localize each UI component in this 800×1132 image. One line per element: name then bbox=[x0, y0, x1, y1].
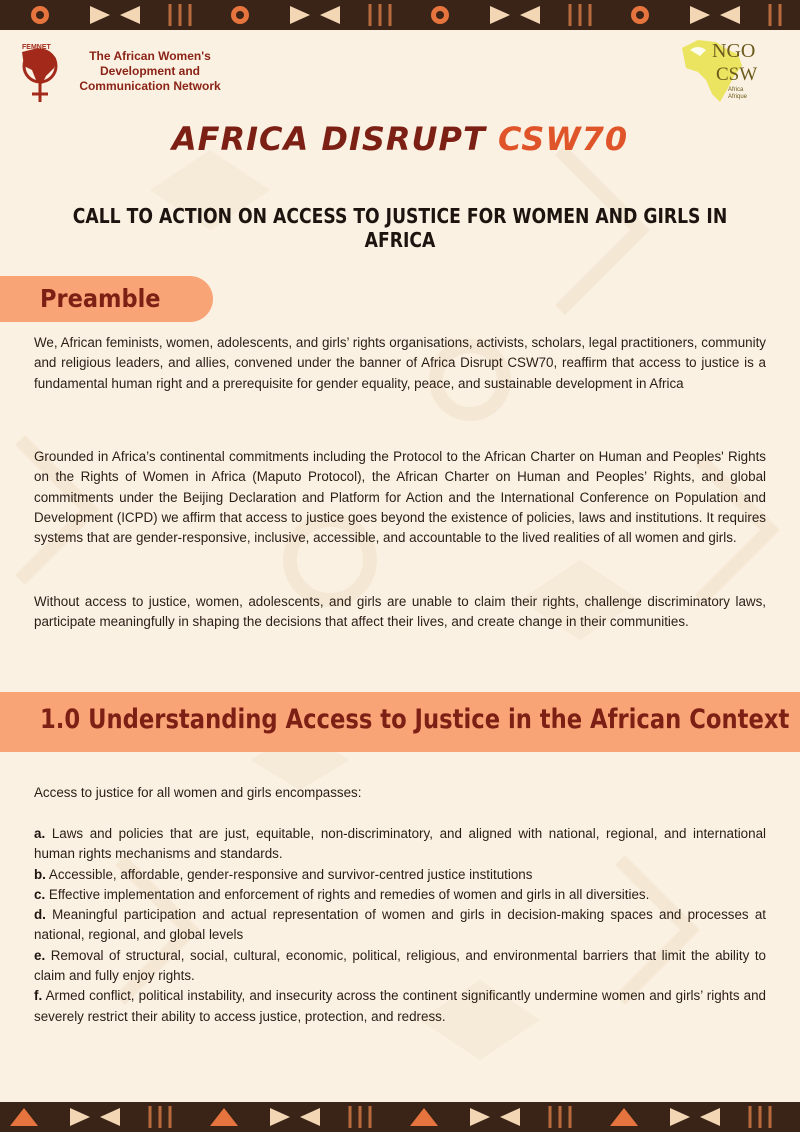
ngo-csw-africa-logo bbox=[676, 36, 768, 106]
access-to-justice-list bbox=[34, 824, 766, 1027]
partner-logo-sub1: Africa bbox=[728, 87, 744, 93]
preamble-paragraph-2: Grounded in Africa’s continental commitments including the Protocol to the African Charter on Human and Peoples' Rights on the Rights of Women in Africa (Maputo Protocol), the African Charter on Human and Peoples’ Rights, and global commitments under the Beijing Declaration and Platform for Action and the International Conference on Population and Development (ICPD) we affirm that access to justice goes beyond the existence of policies, laws and institutions. It requires systems that are gender-responsive, inclusive, accessible, and accountable to the lived realities of all women and girls. bbox=[34, 449, 766, 546]
campaign-title-part1: AFRICA DISRUPT bbox=[171, 120, 498, 158]
campaign-title-part2: CSW70 bbox=[497, 120, 629, 158]
partner-logo-ngo: NGO bbox=[712, 40, 756, 62]
preamble-paragraph-3: Without access to justice, women, adolescents, and girls are unable to claim their rights, challenge discriminatory laws, participate meaningfully in shaping the decisions that affect their lives, and create change in their communities. bbox=[34, 594, 766, 630]
list-item-letter: f. bbox=[34, 988, 43, 1004]
list-item-letter: b. bbox=[34, 866, 46, 882]
list-item bbox=[34, 865, 766, 885]
femnet-africa-venus-icon bbox=[12, 40, 66, 106]
list-item bbox=[34, 885, 766, 905]
list-item-letter: c. bbox=[34, 886, 46, 902]
list-item bbox=[34, 946, 766, 987]
campaign-title bbox=[0, 120, 800, 158]
list-item-letter: d. bbox=[34, 907, 46, 923]
org-name bbox=[70, 49, 230, 94]
svg-text:FEMNET: FEMNET bbox=[22, 44, 51, 51]
list-item-text: Laws and policies that are just, equitable, non-discriminatory, and aligned with national, regional, and international human rights mechanisms and standards. bbox=[34, 826, 766, 862]
org-name-line3: Communication Network bbox=[79, 79, 221, 93]
partner-logo-csw: CSW bbox=[716, 64, 758, 85]
femnet-logo bbox=[12, 40, 222, 106]
partner-logo-sub2: Afrique bbox=[728, 94, 748, 100]
list-item-text: Effective implementation and enforcement of rights and remedies of women and girls in all diversities. bbox=[48, 886, 650, 902]
list-item-text: Meaningful participation and actual representation of women and girls in decision-making spaces and processes at national, regional, and global levels bbox=[34, 907, 766, 943]
org-name-line1: The African Women's bbox=[89, 49, 211, 63]
list-item bbox=[34, 824, 766, 865]
top-decorative-border bbox=[0, 0, 800, 30]
list-item-letter: e. bbox=[34, 947, 46, 963]
bottom-decorative-border bbox=[0, 1102, 800, 1132]
list-item-text: Accessible, affordable, gender-responsive and survivor-centred justice institutions bbox=[48, 866, 533, 882]
list-item-text: Armed conflict, political instability, and insecurity across the continent significantly undermine women and girls’ rights and severely restrict their ability to access justice, protection, and redress. bbox=[34, 988, 767, 1024]
section-1-intro: Access to justice for all women and girls encompasses: bbox=[34, 785, 362, 800]
list-item-letter: a. bbox=[34, 826, 46, 841]
org-name-line2: Development and bbox=[99, 64, 201, 78]
preamble-paragraph-1: We, African feminists, women, adolescents, and girls’ rights organisations, activists, scholars, legal practitioners, community and religious leaders, and allies, convened under the banner of Africa Disrupt CSW70, reaffirm that access to justice is a fundamental human right and a prerequisite for gender equality, peace, and sustainable development in Africa bbox=[34, 335, 766, 391]
section-1-heading: 1.0 Understanding Access to Justice in the African Context bbox=[40, 704, 790, 735]
partner-logo-subtitle bbox=[728, 87, 758, 101]
document-title: CALL TO ACTION ON ACCESS TO JUSTICE FOR WOMEN AND GIRLS IN AFRICA bbox=[72, 204, 728, 252]
preamble-heading: Preamble bbox=[40, 284, 161, 313]
preamble-heading-tab bbox=[0, 276, 213, 322]
list-item bbox=[34, 986, 766, 1027]
list-item bbox=[34, 905, 766, 946]
list-item-text: Removal of structural, social, cultural, economic, political, religious, and environmental barriers that limit the ability to claim and fully enjoy rights. bbox=[34, 947, 766, 984]
section-1-heading-band bbox=[0, 692, 800, 752]
